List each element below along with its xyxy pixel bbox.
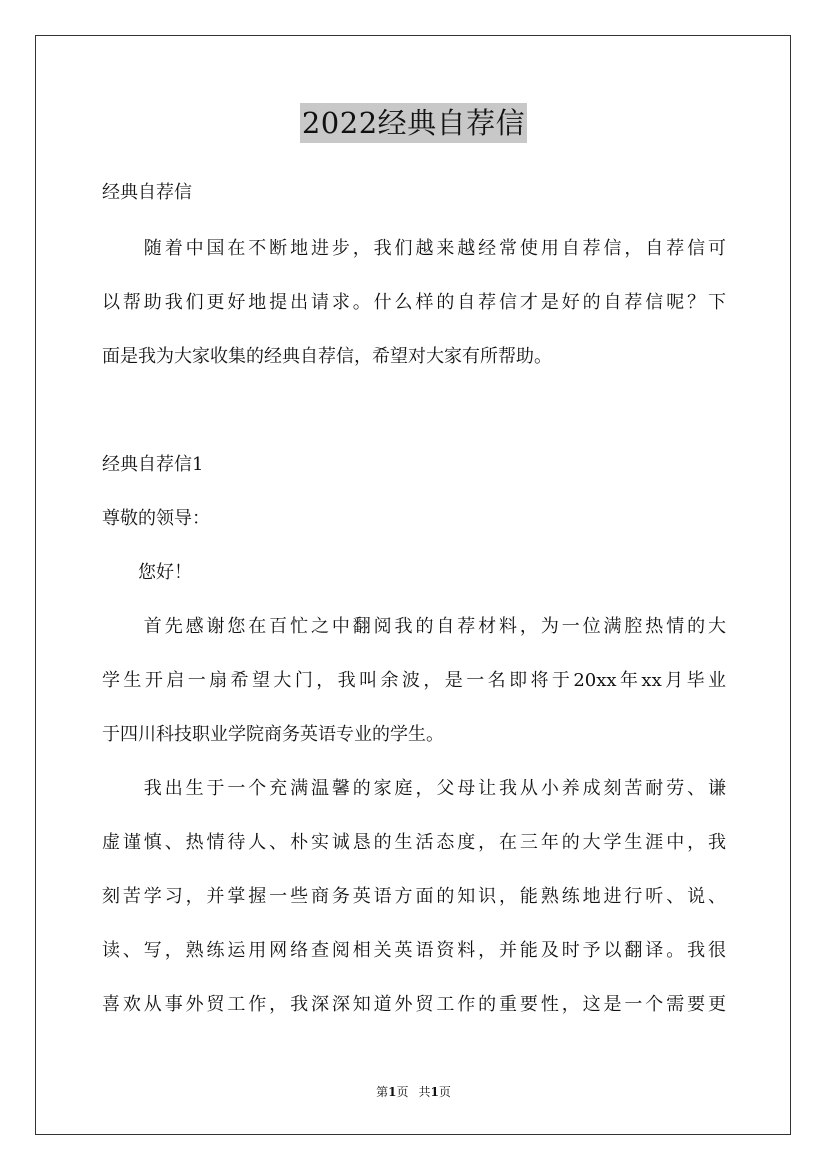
section-heading: 经典自荐信1 [102, 454, 204, 475]
footer-total-prefix: 共 [418, 1085, 431, 1099]
intro-line-2: 以帮助我们更好地提出请求。什么样的自荐信才是好的自荐信呢？下 [102, 292, 726, 313]
footer-total-number: 1 [430, 1085, 439, 1099]
intro-line-1: 随着中国在不断地进步，我们越来越经常使用自荐信，自荐信可 [102, 238, 726, 259]
para2-line-4: 读、写，熟练运用网络查阅相关英语资料，并能及时予以翻译。我很 [102, 940, 726, 961]
para2-line-1: 我出生于一个充满温馨的家庭，父母让我从小养成刻苦耐劳、谦 [102, 778, 726, 799]
footer-page-prefix: 第 [376, 1085, 389, 1099]
para1-line-3: 于四川科技职业学院商务英语专业的学生。 [102, 724, 444, 745]
footer-total-suffix: 页 [438, 1085, 451, 1099]
para1-line-2: 学生开启一扇希望大门，我叫余波，是一名即将于20xx年xx月毕业 [102, 670, 726, 691]
intro-line-3: 面是我为大家收集的经典自荐信，希望对大家有所帮助。 [102, 346, 552, 367]
para2-line-5: 喜欢从事外贸工作，我深深知道外贸工作的重要性，这是一个需要更 [102, 994, 726, 1015]
para2-line-3: 刻苦学习，并掌握一些商务英语方面的知识，能熟练地进行听、说、 [102, 886, 726, 907]
greeting: 您好！ [102, 562, 192, 583]
document-title: 2022经典自荐信 [300, 103, 527, 143]
title-wrap [0, 103, 827, 143]
salutation: 尊敬的领导： [102, 508, 210, 529]
para2-line-2: 虚谨慎、热情待人、朴实诚恳的生活态度，在三年的大学生涯中，我 [102, 832, 726, 853]
subtitle: 经典自荐信 [102, 182, 192, 203]
para1-line-1: 首先感谢您在百忙之中翻阅我的自荐材料，为一位满腔热情的大 [102, 616, 726, 637]
footer-page-number: 1 [388, 1085, 397, 1099]
footer-page-suffix: 页 [396, 1085, 409, 1099]
page-footer [0, 1084, 827, 1100]
